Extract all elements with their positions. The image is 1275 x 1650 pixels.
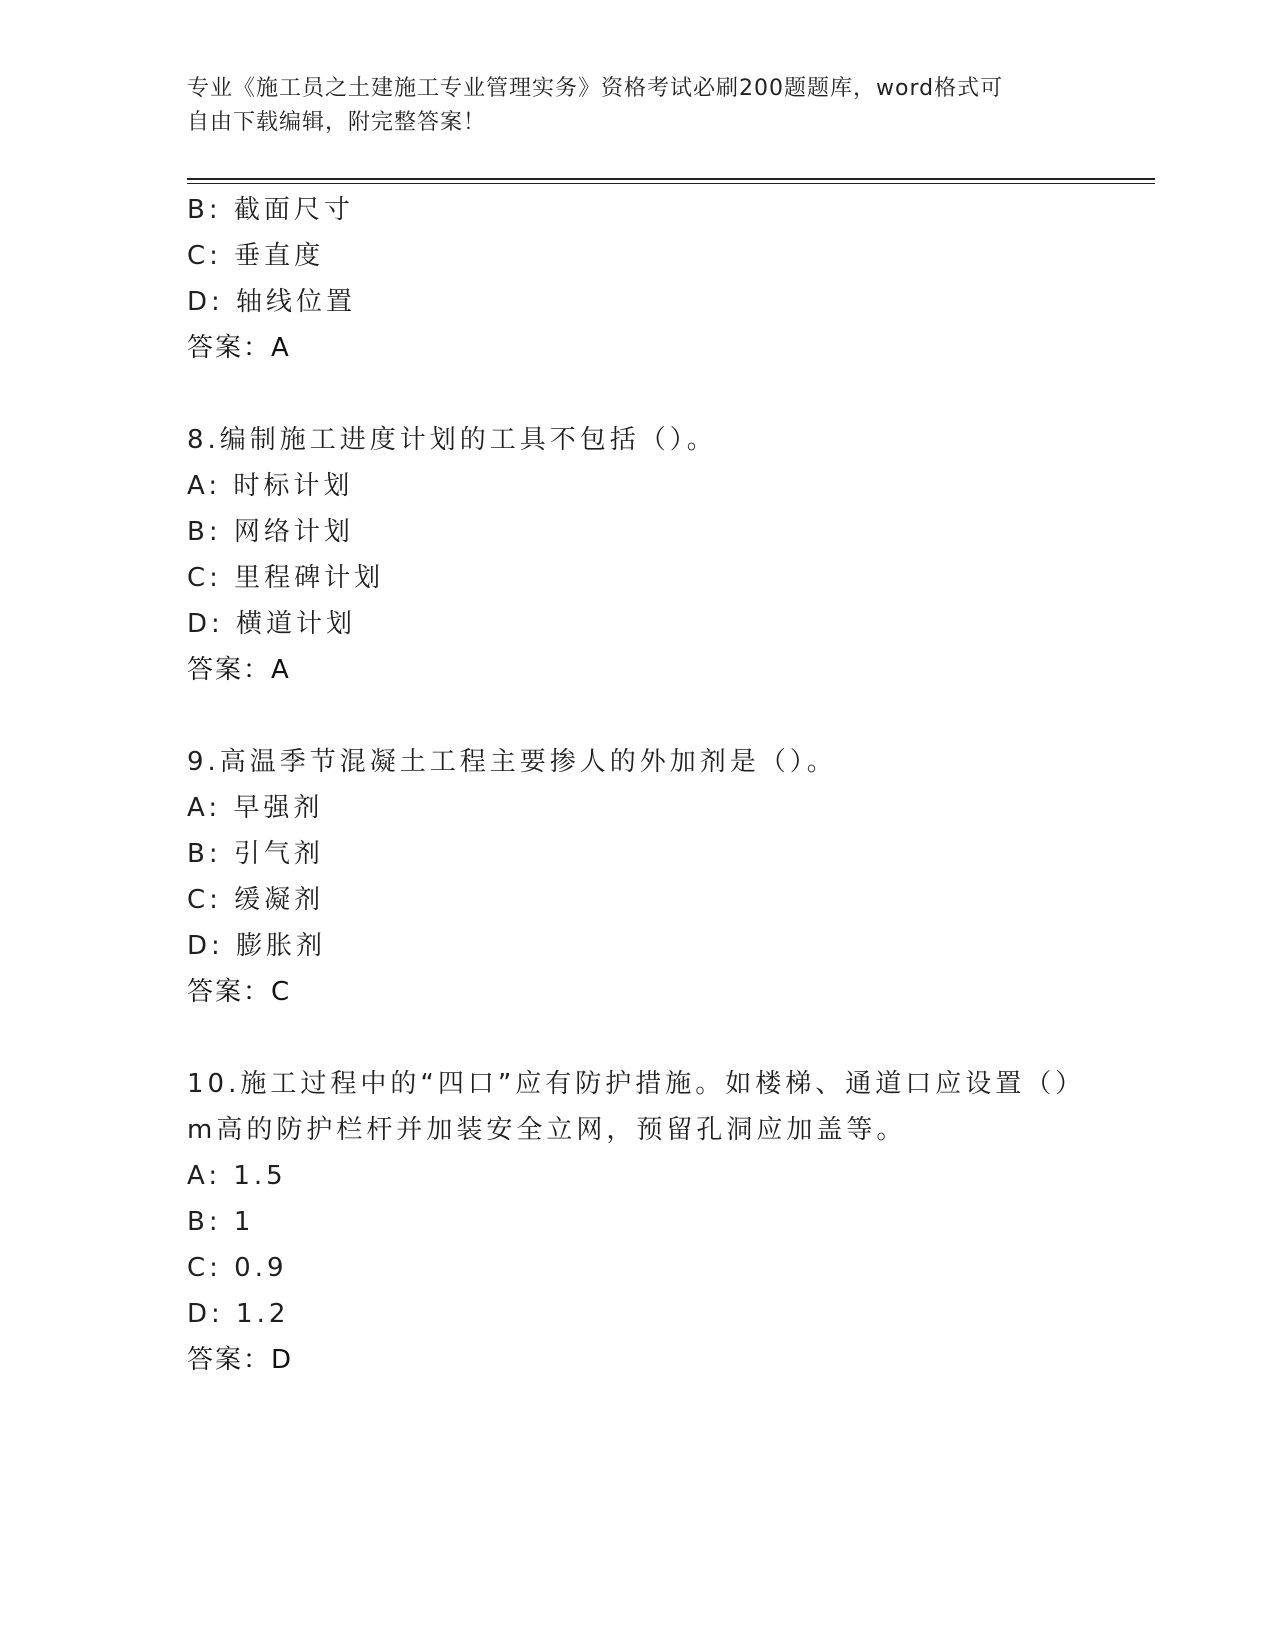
option-b: B: 网络计划 bbox=[187, 517, 354, 547]
option-c: C: 里程碑计划 bbox=[187, 563, 385, 593]
option-b: B: 1 bbox=[187, 1207, 255, 1237]
question-stem-line-1: 10.施工过程中的“四口”应有防护措施。如楼梯、通道口应设置（） bbox=[187, 1069, 1086, 1099]
header-divider-thick bbox=[187, 178, 1155, 180]
question-stem: 9.高温季节混凝土工程主要掺人的外加剂是（）。 bbox=[187, 747, 837, 777]
option-a: A: 早强剂 bbox=[187, 793, 324, 823]
question-stem: 8.编制施工进度计划的工具不包括（）。 bbox=[187, 425, 717, 455]
question-7-continued bbox=[187, 187, 1087, 371]
question-8 bbox=[187, 417, 1087, 693]
option-d: D: 膨胀剂 bbox=[187, 931, 327, 961]
question-10 bbox=[187, 1061, 1087, 1383]
answer-line: 答案：C bbox=[187, 977, 292, 1007]
document-header bbox=[187, 72, 1067, 140]
question-stem-line-2: m高的防护栏杆并加装安全立网，预留孔洞应加盖等。 bbox=[187, 1115, 907, 1145]
question-9 bbox=[187, 739, 1087, 1015]
answer-line: 答案：A bbox=[187, 655, 291, 685]
header-line-1: 专业《施工员之土建施工专业管理实务》资格考试必刷200题题库，word格式可 bbox=[187, 76, 1004, 101]
header-line-2: 自由下载编辑，附完整答案！ bbox=[187, 110, 487, 135]
spacer bbox=[187, 371, 1087, 417]
option-a: A: 1.5 bbox=[187, 1161, 287, 1191]
option-c: C: 垂直度 bbox=[187, 241, 325, 271]
option-a: A: 时标计划 bbox=[187, 471, 354, 501]
spacer bbox=[187, 693, 1087, 739]
question-content bbox=[187, 187, 1087, 1383]
option-d: D: 1.2 bbox=[187, 1299, 290, 1329]
answer-line: 答案：D bbox=[187, 1345, 294, 1375]
option-d: D: 横道计划 bbox=[187, 609, 357, 639]
option-d: D: 轴线位置 bbox=[187, 287, 357, 317]
answer-line: 答案：A bbox=[187, 333, 291, 363]
spacer bbox=[187, 1015, 1087, 1061]
option-b: B: 引气剂 bbox=[187, 839, 324, 869]
option-c: C: 0.9 bbox=[187, 1253, 288, 1283]
header-divider-thin bbox=[187, 183, 1155, 184]
option-c: C: 缓凝剂 bbox=[187, 885, 325, 915]
option-b: B: 截面尺寸 bbox=[187, 195, 354, 225]
